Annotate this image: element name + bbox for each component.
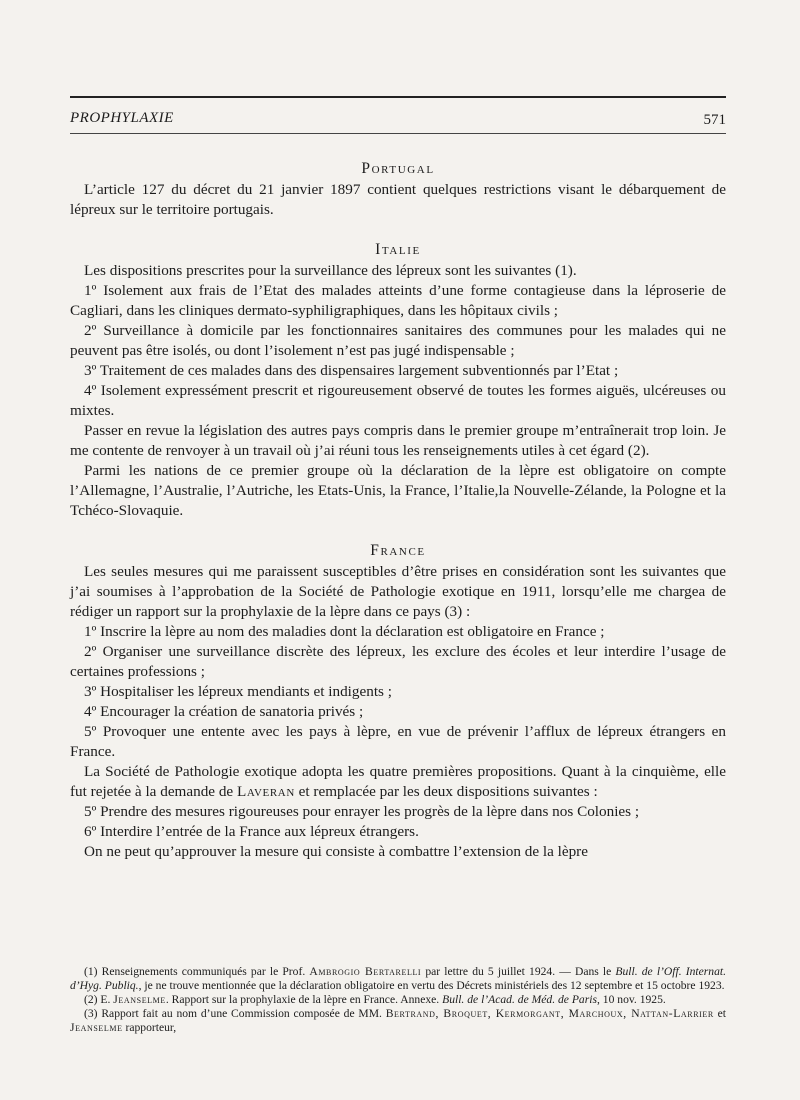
footnote-1: (1) Renseignements communiqués par le Prof. Ambrogio Bertarelli par lettre du 5 juillet 1924. — Dans le Bull. de l’Off. Internat. d’Hyg. Publiq., je ne trouve mentionnée que la déclaration obligatoire en vertu des Décrets ministériels des 12 septembre et 15 octobre 1923. [70, 965, 726, 992]
paragraph: 4º Encourager la création de sanatoria privés ; [84, 703, 364, 720]
paragraph: L’article 127 du décret du 21 janvier 1897 contient quelques restrictions visant le débarquement de lépreux sur le territoire portugais. [70, 181, 726, 218]
footnote-3: (3) Rapport fait au nom d’une Commission composée de MM. Bertrand, Broquet, Kermorgant, Marchoux, Nattan-Larrier et Jeanselme rapporteur, [70, 1007, 727, 1034]
source-title: Bull. de l’Acad. de Méd. de Paris [442, 993, 597, 1006]
header-rule-top [70, 96, 726, 98]
paragraph: 2º Organiser une surveillance discrète des lépreux, les exclure des écoles et leur interdire l’usage de certaines professions ; [70, 643, 726, 680]
paragraph: 1º Inscrire la lèpre au nom des maladies dont la déclaration est obligatoire en France ; [84, 623, 605, 640]
paragraph-laveran: La Société de Pathologie exotique adopta les quatre premières propositions. Quant à la cinquième, elle fut rejetée à la demande de Laveran et remplacée par les deux dispositions suivantes : [70, 763, 726, 800]
paragraph: Les seules mesures qui me paraissent susceptibles d’être prises en considération sont les suivantes que j’ai soumises à l’approbation de la Société de Pathologie exotique en 1911, lorsqu’elle me chargea de rédiger un rapport sur la prophylaxie de la lèpre dans ce pays (3) : [70, 563, 726, 620]
author-name: Ambrogio Bertarelli [309, 965, 422, 978]
author-name: Jeanselme [70, 1021, 123, 1034]
author-name: Jeanselme [113, 993, 166, 1006]
paragraph: 6º Interdire l’entrée de la France aux lépreux étrangers. [84, 823, 419, 840]
footnote-2: (2) E. Jeanselme. Rapport sur la prophylaxie de la lèpre en France. Annexe. Bull. de l’Acad. de Méd. de Paris, 10 nov. 1925. [84, 993, 666, 1006]
paragraph: 5º Provoquer une entente avec les pays à lèpre, en vue de prévenir l’afflux de lépreux étrangers en France. [70, 723, 726, 760]
paragraph: Les dispositions prescrites pour la surveillance des lépreux sont les suivantes (1). [84, 262, 577, 279]
paragraph: 3º Traitement de ces malades dans des dispensaires largement subventionnés par l’Etat ; [84, 362, 619, 379]
section-heading-italie: Italie [375, 241, 421, 258]
paragraph: 4º Isolement expressément prescrit et rigoureusement observé de toutes les formes aiguës, ulcéreuses ou mixtes. [70, 382, 726, 419]
section-heading-portugal: Portugal [361, 160, 435, 177]
source-title: Bull. de l’Off. Internat. d’Hyg. Publiq. [70, 965, 726, 992]
paragraph: Parmi les nations de ce premier groupe où la déclaration de la lèpre est obligatoire on compte l’Allemagne, l’Australie, l’Autriche, les Etats-Unis, la France, l’Italie,la Nouvelle-Zélande, la Pologne et la Tchéco-Slovaquie. [70, 462, 726, 519]
section-heading-france: France [370, 542, 426, 559]
running-title: PROPHYLAXIE [70, 110, 174, 126]
paragraph: On ne peut qu’approuver la mesure qui consiste à combattre l’extension de la lèpre [84, 843, 588, 860]
paragraph: 1º Isolement aux frais de l’Etat des malades atteints d’une forme contagieuse dans la léproserie de Cagliari, dans les cliniques dermato-syphiligraphiques, dans les hôpitaux civils ; [70, 282, 726, 319]
header-rule-bottom [70, 133, 726, 134]
paragraph: 3º Hospitaliser les lépreux mendiants et indigents ; [84, 683, 392, 700]
page-number: 571 [703, 112, 726, 128]
author-name: Laveran [236, 783, 295, 800]
paragraph: 5º Prendre des mesures rigoureuses pour enrayer les progrès de la lèpre dans nos Colonies ; [84, 803, 640, 820]
paragraph: Passer en revue la législation des autres pays compris dans le premier groupe m’entraînerait trop loin. Je me contente de renvoyer à un travail où j’ai réuni tous les renseignements utiles à cet égard (2). [70, 422, 726, 459]
main-text [70, 160, 726, 862]
footnotes [70, 965, 726, 1035]
running-header [70, 107, 726, 129]
author-names: Bertrand, Broquet, Kermorgant, Marchoux, Nattan-Larrier [385, 1007, 714, 1020]
paragraph: 2º Surveillance à domicile par les fonctionnaires sanitaires des communes pour les malades qui ne peuvent pas être isolés, ou dont l’isolement n’est pas jugé indispensable ; [70, 322, 726, 359]
